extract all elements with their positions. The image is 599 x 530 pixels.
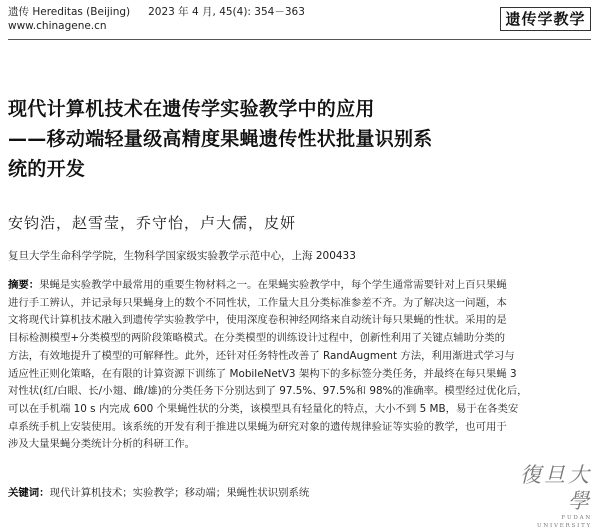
issue-info: 2023 年 4 月, 45(4): 354－363 [148, 6, 305, 18]
fudan-logo [514, 462, 592, 529]
title-line-1: 现代计算机技术在遗传学实验教学中的应用 [8, 98, 375, 120]
abstract-line: 适应性正则化策略，在有限的计算资源下训练了 MobileNetV3 架构下的多标签分类任务，并最终在每只果蝇 3 [8, 367, 517, 380]
abstract-line: 涉及大量果蝇分类统计分析的科研工作。 [8, 438, 196, 451]
abstract-line-text: 果蝇是实验教学中最常用的重要生物材料之一。在果蝇实验教学中，每个学生通常需要针对上百只果蝇 [39, 279, 507, 291]
journal-name: 遗传 Hereditas (Beijing) [8, 6, 131, 18]
abstract-line: 进行手工辨认，并记录每只果蝇身上的数个不同性状，工作量大且分类标准参差不齐。为了解决这一问题，本 [8, 296, 507, 309]
abstract-line: 目标检测模型+分类模型的两阶段策略模式。在分类模型的训练设计过程中，创新性利用了关键点辅助分类的 [8, 332, 506, 345]
abstract-line: 可以在手机端 10 s 内完成 600 个果蝇性状的分类，该模型具有轻量化的特点，大小不到 5 MB，易于在各类安 [8, 402, 519, 415]
abstract [8, 277, 592, 454]
abstract-line: 方法，有效地提升了模型的可解释性。此外，还针对任务特性改善了 RandAugment 方法，利用渐进式学习与 [8, 349, 515, 362]
title-line-3: 统的开发 [8, 158, 86, 180]
paper-title [8, 94, 592, 184]
keywords [8, 484, 309, 499]
title-line-2: ——移动端轻量级高精度果蝇遗传性状批量识别系 [8, 128, 433, 150]
abstract-line: 文将现代计算机技术融入到遗传学实验教学中，使用深度卷积神经网络来自动统计每只果蝇的性状。采用的是 [8, 314, 507, 327]
abstract-label: 摘要： [8, 279, 40, 291]
affiliation: 复旦大学生命科学学院，生物科学国家级实验教学示范中心，上海 200433 [8, 250, 356, 262]
abstract-line [8, 277, 592, 295]
logo-english: FUDAN UNIVERSITY [537, 515, 592, 529]
header-divider [8, 39, 591, 40]
section-badge: 遗传学教学 [500, 7, 591, 31]
abstract-line: 对性状(红/白眼、长/小翅、雌/雄)的分类任务下分别达到了 97.5%、97.5%和 98%的准确率。模型经过优化后， [8, 385, 528, 398]
journal-url[interactable]: www.chinagene.cn [8, 20, 107, 32]
abstract-line: 卓系统手机上安装使用。该系统的开发有利于推进以果蝇为研究对象的遗传规律验证等实验的教学，也可用于 [8, 420, 507, 433]
author-list: 安钧浩，赵雪莹，乔守怡，卢大儒，皮妍 [8, 214, 297, 232]
journal-header [8, 6, 305, 19]
logo-chinese: 復旦大學 [520, 463, 592, 513]
keywords-label: 关键词： [8, 487, 50, 499]
keywords-text: 现代计算机技术；实验教学；移动端；果蝇性状识别系统 [49, 487, 310, 499]
